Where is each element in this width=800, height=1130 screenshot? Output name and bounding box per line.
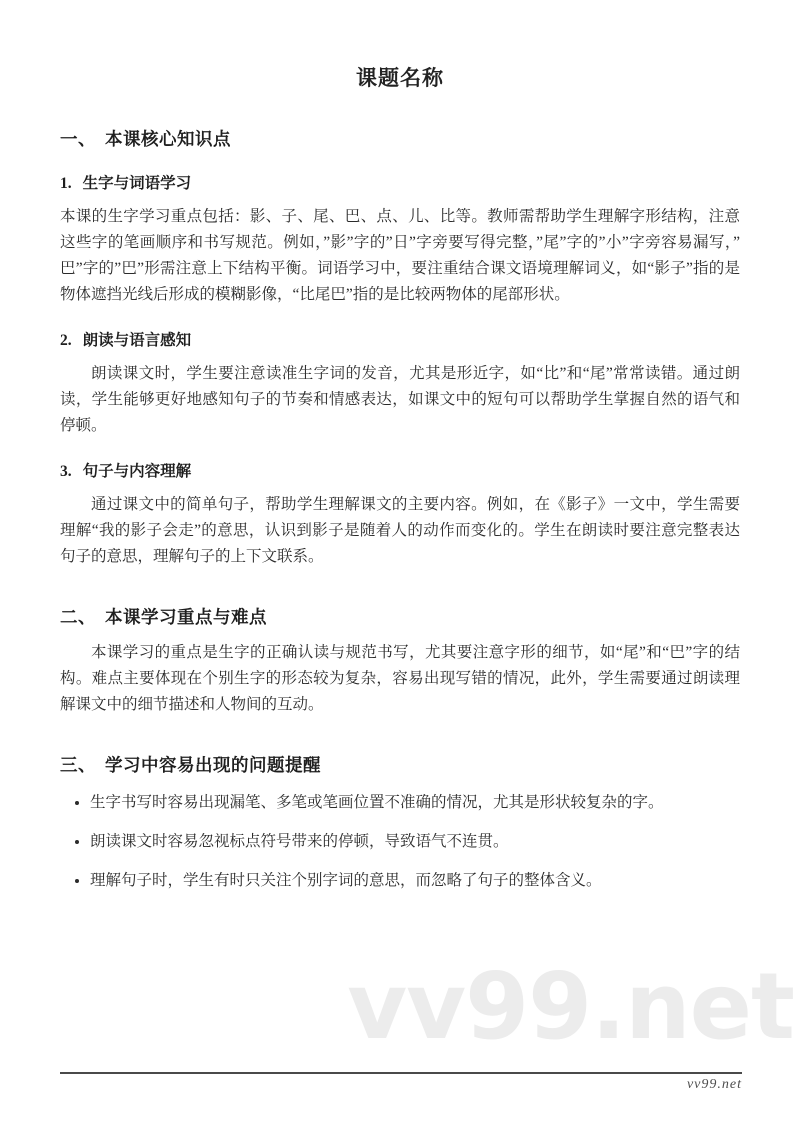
section-heading-1 (60, 126, 740, 151)
paragraph-1-2: 朗读课文时，学生要注意读准生字词的发音，尤其是形近字，如“比”和“尾”常常读错。通过朗读，学生能够更好地感知句子的节奏和情感表达，如课文中的短句可以帮助学生掌握自然的语气和停顿。 (60, 365, 740, 434)
section-heading-3 (60, 752, 740, 777)
subsection-1-2-title: 朗读与语言感知 (82, 332, 192, 349)
subsection-1-3-title: 句子与内容理解 (82, 463, 192, 480)
list-item: • 生字书写时容易出现漏笔、多笔或笔画位置不准确的情况，尤其是形状较复杂的字。 (90, 790, 740, 816)
footer-divider (60, 1072, 742, 1093)
subsection-1-1-number: 1. (60, 175, 72, 192)
subsection-1-3-number: 3. (60, 463, 72, 480)
section-heading-2-text: 本课学习重点与难点 (105, 607, 267, 627)
section-heading-1-text: 本课核心知识点 (105, 129, 231, 149)
subsection-1-1-title: 生字与词语学习 (82, 175, 192, 192)
section-heading-3-prefix: 三、 (60, 755, 96, 775)
watermark-text: vv99.net (347, 953, 794, 1060)
page-title: 课题名称 (356, 66, 444, 90)
paragraph-1-1: 本课的生字学习重点包括：影、子、尾、巴、点、儿、比等。教师需帮助学生理解字形结构，注意这些字的笔画顺序和书写规范。例如，”影”字的”日”字旁要写得完整，”尾”字的”小”字旁容易漏写，”巴”字的”巴”形需注意上下结构平衡。词语学习中，要注重结合课文语境理解词义，如“影子”指的是物体遮挡光线后形成的模糊影像，“比尾巴”指的是比较两物体的尾部形状。 (60, 208, 740, 303)
list-item: • 朗读课文时容易忽视标点符号带来的停顿，导致语气不连贯。 (90, 829, 740, 855)
paragraph-1-3: 通过课文中的简单句子，帮助学生理解课文的主要内容。例如，在《影子》一文中，学生需要理解“我的影子会走”的意思，认识到影子是随着人的动作而变化的。学生在朗读时要注意完整表达句子的意思，理解句子的上下文联系。 (60, 496, 740, 565)
subsection-1-2-number: 2. (60, 332, 72, 349)
subsection-heading-1-3 (60, 459, 740, 481)
list-item: • 理解句子时，学生有时只关注个别字词的意思，而忽略了句子的整体含义。 (90, 868, 740, 894)
section-heading-1-prefix: 一、 (60, 129, 96, 149)
paragraph-2-1: 本课学习的重点是生字的正确认读与规范书写，尤其要注意字形的细节，如“尾”和“巴”字的结构。难点主要体现在个别生字的形态较为复杂，容易出现写错的情况，此外，学生需要通过朗读理解课文中的细节描述和人物间的互动。 (60, 644, 740, 713)
reminder-list (60, 790, 740, 894)
section-heading-2 (60, 604, 740, 629)
section-heading-2-prefix: 二、 (60, 607, 96, 627)
subsection-heading-1-1 (60, 171, 740, 193)
section-heading-3-text: 学习中容易出现的问题提醒 (105, 755, 321, 775)
subsection-heading-1-2 (60, 328, 740, 350)
footer-site-text: vv99.net (686, 1077, 742, 1092)
